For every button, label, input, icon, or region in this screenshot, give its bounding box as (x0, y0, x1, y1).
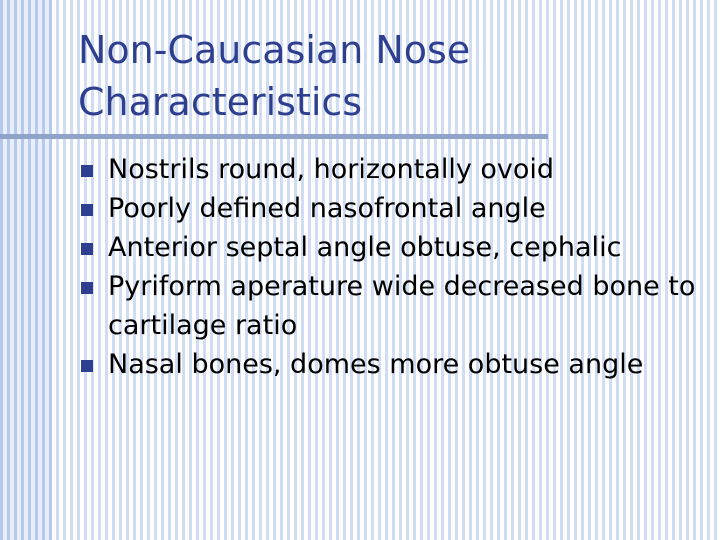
title-divider (0, 134, 548, 139)
bullet-text: Nasal bones, domes more obtuse angle (108, 349, 644, 380)
bullet-text: Anterior septal angle obtuse, cephalic (108, 232, 622, 263)
bullet-text: Poorly defined nasofrontal angle (108, 193, 546, 224)
square-bullet-icon (81, 165, 93, 177)
bullet-item (78, 345, 708, 384)
bullet-item (78, 150, 708, 189)
square-bullet-icon (81, 204, 93, 216)
background-stripes (0, 0, 52, 540)
title-line-1: Non-Caucasian Nose (78, 28, 471, 72)
bullet-text: Pyriform aperature wide decreased bone to cartilage ratio (108, 271, 696, 341)
square-bullet-icon (81, 243, 93, 255)
square-bullet-icon (81, 360, 93, 372)
slide-title (78, 24, 638, 128)
title-line-2: Characteristics (78, 80, 363, 124)
square-bullet-icon (81, 282, 93, 294)
bullet-item (78, 189, 708, 228)
bullet-text: Nostrils round, horizontally ovoid (108, 154, 555, 185)
bullet-item (78, 267, 708, 345)
bullet-item (78, 228, 708, 267)
bullet-list (78, 150, 708, 384)
